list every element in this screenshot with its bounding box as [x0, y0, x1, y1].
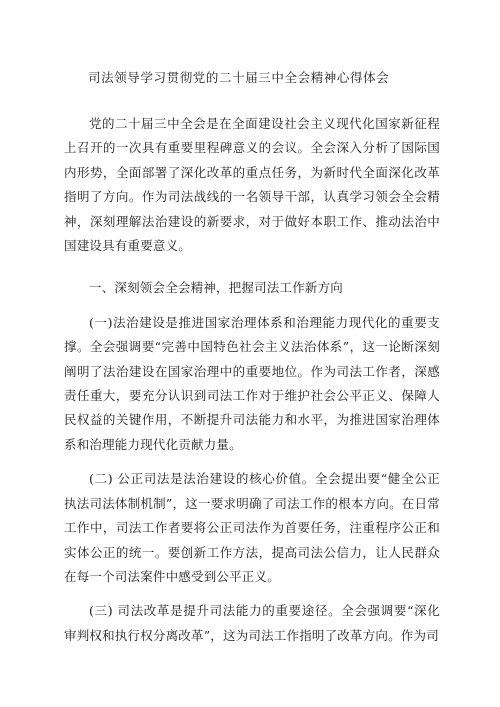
- section-heading: 一、深刻领会全会精神，把握司法工作新方向: [89, 280, 344, 296]
- document-body: [64, 112, 440, 648]
- body-paragraph-2: (二) 公正司法是法治建设的核心价值。全会提出要“健全公正执法司法体制机制”，这一要求明确了司法工作的根本方向。在日常工作中，司法工作者要将公正司法作为首要任务，注重程序公正和实体公正的统一。要创新工作方法，提高司法公信力，让人民群众在每一个司法案件中感受到公平正义。: [64, 471, 440, 584]
- intro-paragraph: 党的二十届三中全会是在全面建设社会主义现代化国家新征程上召开的一次具有重要里程碑意义的会议。全会深入分析了国际国内形势，全面部署了深化改革的重点任务，为新时代全面深化改革指明了方向。作为司法战线的一名领导干部，认真学习领会全会精神，深刻理解法治建设的新要求，对于做好本职工作、推动法治中国建设具有重要意义。: [64, 116, 440, 254]
- body-paragraph-1: (一)法治建设是推进国家治理体系和治理能力现代化的重要支撑。全会强调要“完善中国特色社会主义法治体系”，这一论断深刻阐明了法治建设在国家治理中的重要地位。作为司法工作者，深感责任重大，要充分认识到司法工作对于维护社会公平正义、保障人民权益的关键作用，不断提升司法能力和水平，为推进国家治理体系和治理能力现代化贡献力量。: [64, 314, 440, 452]
- document-title: 司法领导学习贯彻党的二十届三中全会精神心得体会: [88, 70, 390, 85]
- body-paragraph-3: (三) 司法改革是提升司法能力的重要途径。全会强调要“深化审判权和执行权分离改革”，这为司法工作指明了改革方向。作为司: [64, 603, 440, 643]
